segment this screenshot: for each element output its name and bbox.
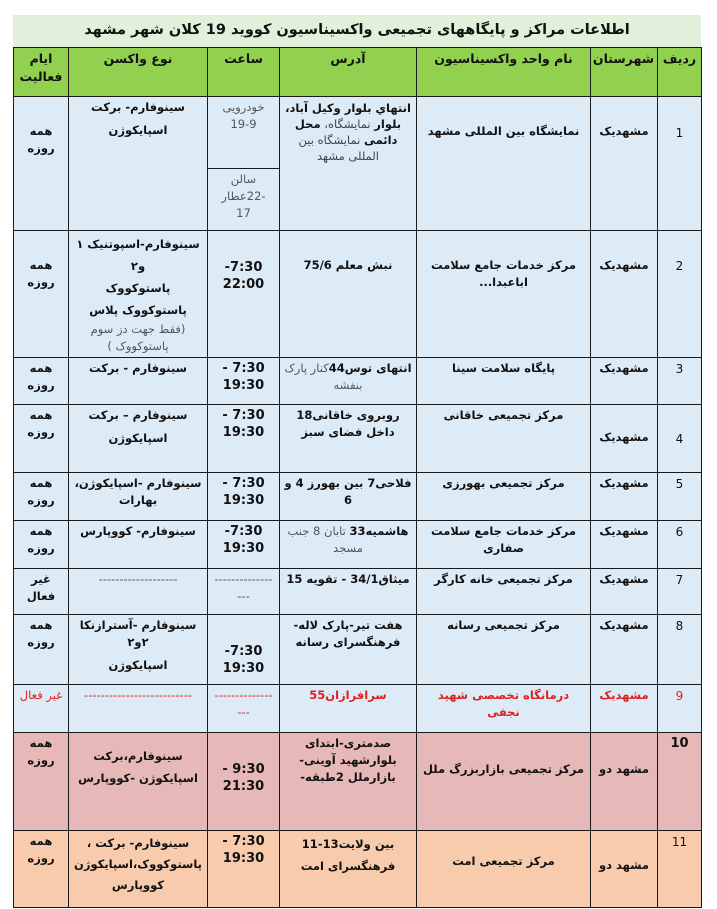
row-number: 9 [658, 685, 702, 733]
row-number: 3 [658, 358, 702, 405]
hours: 9:30 - 21:30 [208, 733, 280, 831]
header-county: شهرستان [591, 48, 658, 97]
address: میثاق34/1 - تقویه 15 [280, 569, 417, 615]
table-row [14, 569, 702, 615]
unit-name: مرکز تجمیعی بهورزی [417, 473, 591, 521]
row-number: 2 [658, 231, 702, 358]
row-number: 8 [658, 615, 702, 685]
county: مشهدیک [591, 521, 658, 569]
hours: 7:30 - 19:30 [208, 831, 280, 908]
document-title: اطلاعات مراکز و پایگاههای تجمیعی واکسیناسیون کووید 19 کلان شهر مشهد [13, 15, 701, 47]
active-days: همه روزه [14, 521, 69, 569]
unit-name: مرکز تجمیعی رسانه [417, 615, 591, 685]
header-address: آدرس [280, 48, 417, 97]
unit-name: مرکز خدمات جامع سلامت صفاری [417, 521, 591, 569]
vaccine-type: سینوفارم،برکت اسپایکوژن -کووپارس [69, 733, 208, 831]
address: انتهاي بلوار وكيل آباد، بلوار نمایشگاه، محل دائمی نمایشگاه بین المللی مشهد [280, 97, 417, 231]
table-row [14, 615, 702, 685]
active-days: همه روزه [14, 97, 69, 231]
county: مشهد دو [591, 831, 658, 908]
address: صدمتری-ابتدای بلوارشهید آوینی-بازارملل 2طبقه- [280, 733, 417, 831]
row-number: 4 [658, 405, 702, 473]
vaccine-type: سینوفارم -آسترازنکا ۲و۲ اسپایکوژن [69, 615, 208, 685]
address: هاشمیه33 تابان 8 جنب مسجد [280, 521, 417, 569]
unit-name: درمانگاه تخصصی شهید نجفی [417, 685, 591, 733]
row-number: 7 [658, 569, 702, 615]
vaccine-type: سینوفارم- برکت اسپایکوژن [69, 97, 208, 231]
address: نبش معلم 75/6 [280, 231, 417, 358]
table-row [14, 733, 702, 831]
table-row-inactive [14, 685, 702, 733]
table-header-row [14, 48, 702, 97]
row-number: 11 [658, 831, 702, 908]
hours-drive-through: خودرویی 19-9 [208, 97, 280, 169]
address: بین ولایت13-11 فرهنگسرای امت [280, 831, 417, 908]
table-row [14, 97, 702, 169]
vaccine-type: سینوفارم- کووپارس [69, 521, 208, 569]
address: هفت تیر-پارک لاله- فرهنگسرای رسانه [280, 615, 417, 685]
active-days: همه روزه [14, 231, 69, 358]
active-days: همه روزه [14, 615, 69, 685]
hours: 7:30 - 19:30 [208, 405, 280, 473]
header-hours: ساعت [208, 48, 280, 97]
vaccine-type: سینوفارم -اسپایکوژن، بهارات [69, 473, 208, 521]
county: مشهدیک [591, 97, 658, 231]
vaccination-centers-table [13, 47, 702, 908]
table-row [14, 358, 702, 405]
county: مشهدیک [591, 231, 658, 358]
vaccine-type: سینوفارم-اسپوتنیک ۱ و۲ پاستوکووک پاستوکووک پلاس (فقط جهت دز سوم پاستوکووک ) [69, 231, 208, 358]
header-vaccine-type: نوع واکسن [69, 48, 208, 97]
county: مشهدیک [591, 405, 658, 473]
unit-name: نمایشگاه بین المللی مشهد [417, 97, 591, 231]
hours: 7:30- 19:30 [208, 615, 280, 685]
hours: 7:30- 19:30 [208, 521, 280, 569]
active-days: همه روزه [14, 831, 69, 908]
table-row [14, 405, 702, 473]
hours: -------------- --- [208, 569, 280, 615]
unit-name: مرکز تجمیعی امت [417, 831, 591, 908]
table-row [14, 521, 702, 569]
table-row [14, 473, 702, 521]
hours: -------------- --- [208, 685, 280, 733]
active-days: همه روزه [14, 733, 69, 831]
vaccination-centers-document [13, 15, 701, 908]
hours-hall: سالن -22عطار 17 [208, 169, 280, 231]
vaccine-type: سینوفارم - برکت [69, 358, 208, 405]
address: سرافرازان55 [280, 685, 417, 733]
unit-name: مرکز خدمات جامع سلامت اباعبدا... [417, 231, 591, 358]
row-number: 6 [658, 521, 702, 569]
county: مشهد دو [591, 733, 658, 831]
unit-name: مرکز تجمیعی خانه کارگر [417, 569, 591, 615]
county: مشهدیک [591, 473, 658, 521]
vaccine-type: ------------------- [69, 569, 208, 615]
active-days: همه روزه [14, 473, 69, 521]
address: فلاحی7 بین بهورز 4 و 6 [280, 473, 417, 521]
active-days-inactive: غیر فعال [14, 685, 69, 733]
vaccine-type: -------------------------- [69, 685, 208, 733]
row-number: 10 [658, 733, 702, 831]
header-unit-name: نام واحد واکسیناسیون [417, 48, 591, 97]
unit-name: مرکز تجمیعی بازاربزرگ ملل [417, 733, 591, 831]
address: انتهای توس44کنار پارک بنفشه [280, 358, 417, 405]
header-active-days: ایام فعالیت [14, 48, 69, 97]
unit-name: مرکز تجمیعی خاقانی [417, 405, 591, 473]
unit-name: پایگاه سلامت سینا [417, 358, 591, 405]
active-days: همه روزه [14, 405, 69, 473]
active-days: همه روزه [14, 358, 69, 405]
hours: 7:30- 22:00 [208, 231, 280, 358]
header-row-number: ردیف [658, 48, 702, 97]
county: مشهدیک [591, 615, 658, 685]
county: مشهدیک [591, 358, 658, 405]
county: مشهدیک [591, 569, 658, 615]
row-number: 1 [658, 97, 702, 231]
hours: 7:30 - 19:30 [208, 358, 280, 405]
table-row [14, 231, 702, 358]
vaccine-type: سینوفارم- برکت ، پاستوکووک،اسپایکوژن کووپارس [69, 831, 208, 908]
county: مشهدیک [591, 685, 658, 733]
table-row [14, 831, 702, 908]
vaccine-type: سینوفارم – برکت اسپایکوژن [69, 405, 208, 473]
row-number: 5 [658, 473, 702, 521]
active-days-inactive: غیر فعال [14, 569, 69, 615]
hours: 7:30 - 19:30 [208, 473, 280, 521]
address: روبروی خاقانی18 داخل فضای سبز [280, 405, 417, 473]
